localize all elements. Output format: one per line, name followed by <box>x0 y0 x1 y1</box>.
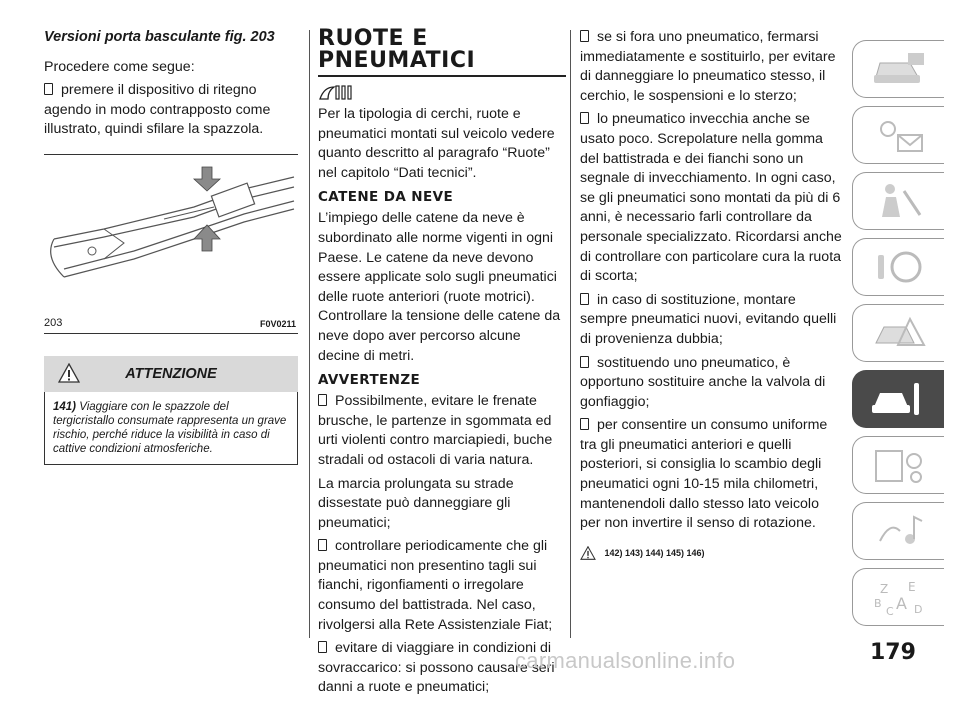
tab-starting-driving[interactable] <box>852 238 944 296</box>
svg-text:B: B <box>873 597 882 610</box>
warning-ref: 141) <box>53 400 77 413</box>
warning-text: Viaggiare con le spazzole del tergicristallo consumate rappresenta un grave rischio, perché riduce la visibilità in caso di cattive condizioni atmosferiche. <box>53 400 287 455</box>
page-number: 179 <box>870 640 916 665</box>
chapter-tabs <box>852 40 942 634</box>
svg-text:C: C <box>885 605 894 617</box>
figure-203 <box>44 154 298 334</box>
tab-index[interactable] <box>852 568 944 626</box>
multimedia-icon <box>870 511 928 551</box>
warning-triangle-icon <box>580 546 596 560</box>
chains-text: L’impiego delle catene da neve è subordinato alle norme vigenti in ogni Paese. Le catene da neve devono essere applicate solo sugli pneumatici delle ruote anteriori (ruote motrici). Controllare la tensione delle catene da neve dopo aver percorso alcune decine di metri. <box>318 210 561 364</box>
list-item: evitare di viaggiare in condizioni di sovraccarico: si possono causare seri danni a ruote e pneumatici; <box>318 639 564 698</box>
technical-data-icon <box>870 445 928 485</box>
list-item: lo pneumatico invecchia anche se usato poco. Screpolature nella gomma del battistrada e dei fianchi sono un segnale di invecchiamento. In ogni caso, se gli pneumatici sono montati da più di 6 anni, è necessario farli controllare da personale specializzato. Ricordarsi anche di controllare con particolare cura la ruota di scorta; <box>580 110 842 286</box>
column-1 <box>44 28 298 465</box>
figure-number: 203 <box>44 316 63 329</box>
wiper-illustration <box>44 159 298 309</box>
starting-driving-icon <box>870 247 928 287</box>
title-rule <box>318 75 566 77</box>
svg-text:E: E <box>907 580 916 594</box>
car-dashboard-icon <box>870 49 928 89</box>
maintenance-icon <box>870 379 928 419</box>
emergency-icon <box>870 313 928 353</box>
column-divider <box>570 30 571 638</box>
index-icon <box>870 577 928 617</box>
tab-multimedia[interactable] <box>852 502 944 560</box>
column-3 <box>580 28 842 562</box>
warning-refs-text: 142) 143) 144) 145) 146) <box>604 547 705 558</box>
chapter-title-line2: PNEUMATICI <box>318 48 476 73</box>
list-item: controllare periodicamente che gli pneumatici non presentino tagli sui fianchi, rigonfiamenti o irregolare consumo del battistrada. Nel caso, rivolgersi alla Rete Assistenziale Fiat; <box>318 537 564 635</box>
warning-heading-box <box>44 356 298 392</box>
watermark: carmanualsonline.info <box>515 648 736 673</box>
list-item: premere il dispositivo di ritegno agendo in modo contrapposto come illustrato, quindi sfilare la spazzola. <box>44 81 298 140</box>
section-title: AVVERTENZE <box>318 372 421 389</box>
warning-lights-icon <box>870 115 928 155</box>
section-title: Versioni porta basculante fig. 203 <box>44 29 275 45</box>
warning-heading: ATTENZIONE <box>125 365 217 382</box>
warning-text-box <box>44 392 298 465</box>
list-item: Possibilmente, evitare le frenate brusche, le partenze in sgommata ed urti violenti contro marciapiedi, buche stradali od ostacoli di varia natura. <box>318 392 564 470</box>
figure-code: F0V0211 <box>259 318 296 329</box>
column-divider <box>309 30 310 638</box>
list-item: se si fora uno pneumatico, fermarsi immediatamente e sostituirlo, per evitare di danneggiare lo pneumatico stesso, il cerchio, le sospensioni e lo sterzo; <box>580 28 842 106</box>
safety-airbag-icon <box>870 181 928 221</box>
list-item: in caso di sostituzione, montare sempre pneumatici nuovi, evitando quelli di provenienza dubbia; <box>580 291 842 350</box>
section-title: CATENE DA NEVE <box>318 189 454 206</box>
eco-wheel-icon <box>318 83 354 101</box>
tab-emergency[interactable] <box>852 304 944 362</box>
tab-warning-lights[interactable] <box>852 106 944 164</box>
column-2 <box>318 28 564 702</box>
list-item: sostituendo uno pneumatico, è opportuno sostituire anche la valvola di gonfiaggio; <box>580 354 842 413</box>
svg-text:D: D <box>913 603 922 616</box>
intro-text: Per la tipologia di cerchi, ruote e pneumatici montati sul veicolo vedere quanto descritto al paragrafo “Ruote” nel capitolo “Dati tecnici”. <box>318 106 555 181</box>
warning-refs <box>580 544 842 562</box>
list-item: per consentire un consumo uniforme tra gli pneumatici anteriori e quelli posteriori, si consiglia lo scambio degli pneumatici ogni 10-15 mila chilometri, mantenendoli dallo stesso lato veicolo per non invertire il senso di rotazione. <box>580 416 842 534</box>
svg-text:A: A <box>895 594 907 613</box>
tab-safety[interactable] <box>852 172 944 230</box>
tab-dashboard[interactable] <box>852 40 944 98</box>
tab-technical-data[interactable] <box>852 436 944 494</box>
tab-maintenance[interactable] <box>852 370 944 428</box>
paragraph: La marcia prolungata su strade dissestate può danneggiare gli pneumatici; <box>318 475 514 531</box>
svg-text:Z: Z <box>879 582 888 596</box>
intro-text: Procedere come segue: <box>44 58 195 75</box>
chapter-title-line1: RUOTE E <box>318 26 428 51</box>
